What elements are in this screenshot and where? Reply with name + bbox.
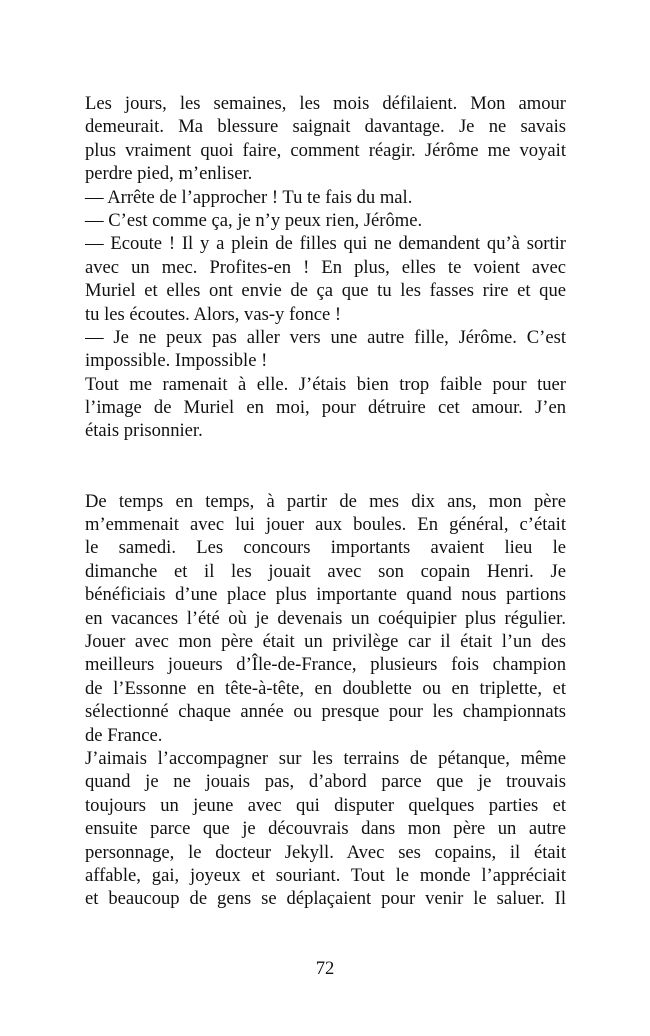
text-line: le samedi. Les concours importants avaient lieu le (85, 537, 566, 559)
text-line: plus vraiment quoi faire, comment réagir. Jérôme me voyait (85, 139, 566, 161)
text-line: toujours un jeune avec qui disputer quelques parties et (85, 794, 566, 816)
text-line: — Arrête de l’approcher ! Tu te fais du mal. (85, 186, 413, 208)
text-line: impossible. Impossible ! (85, 350, 268, 372)
text-line: sélectionné chaque année ou presque pour les championnats (85, 701, 566, 723)
page-number: 72 (315, 958, 335, 979)
text-line: demeurait. Ma blessure saignait davantage. Je ne savais (85, 116, 566, 138)
text-line: en vacances l’été où je devenais un coéquipier plus régulier. (85, 607, 566, 629)
text-line: tu les écoutes. Alors, vas-y fonce ! (85, 303, 342, 325)
text-line: de l’Essonne en tête-à-tête, en doublette ou en triplette, et (85, 677, 566, 699)
text-line: Muriel et elles ont envie de ça que tu les fasses rire et que (85, 280, 566, 302)
text-line: — Je ne peux pas aller vers une autre fille, Jérôme. C’est (85, 326, 566, 348)
text-line: étais prisonnier. (85, 420, 203, 442)
text-line: perdre pied, m’enliser. (85, 163, 253, 185)
text-line: Jouer avec mon père était un privilège car il était l’un des (85, 630, 566, 652)
text-line: Tout me ramenait à elle. J’étais bien trop faible pour tuer (85, 373, 566, 395)
text-line: ensuite parce que je découvrais dans mon père un autre (85, 818, 566, 840)
text-line: quand je ne jouais pas, d’abord parce que je trouvais (85, 771, 566, 793)
text-line: bénéficiais d’une place plus importante quand nous partions (85, 584, 566, 606)
text-line: m’emmenait avec lui jouer aux boules. En général, c’était (85, 514, 566, 536)
text-line: — C’est comme ça, je n’y peux rien, Jérôme. (85, 209, 423, 231)
page-body-text (85, 92, 566, 911)
text-line: J’aimais l’accompagner sur les terrains de pétanque, même (85, 747, 566, 769)
text-line: meilleurs joueurs d’Île-de-France, plusieurs fois champion (85, 654, 566, 676)
text-section (85, 92, 566, 443)
text-line: l’image de Muriel en moi, pour détruire cet amour. J’en (85, 397, 566, 419)
section-spacer (85, 443, 566, 466)
text-line: De temps en temps, à partir de mes dix ans, mon père (85, 490, 566, 512)
text-line: affable, gai, joyeux et souriant. Tout le monde l’appréciait (85, 864, 566, 886)
text-line: Les jours, les semaines, les mois défilaient. Mon amour (85, 93, 566, 114)
text-line: avec un mec. Profites-en ! En plus, elles te voient avec (85, 256, 566, 278)
text-line: et beaucoup de gens se déplaçaient pour venir le saluer. Il (85, 888, 566, 910)
text-line: — Ecoute ! Il y a plein de filles qui ne demandent qu’à sortir (85, 233, 566, 255)
section-spacer (85, 466, 566, 489)
text-line: personnage, le docteur Jekyll. Avec ses copains, il était (85, 841, 566, 863)
text-line: de France. (85, 724, 163, 746)
text-section (85, 490, 566, 911)
text-line: dimanche et il les jouait avec son copain Henri. Je (85, 560, 566, 582)
